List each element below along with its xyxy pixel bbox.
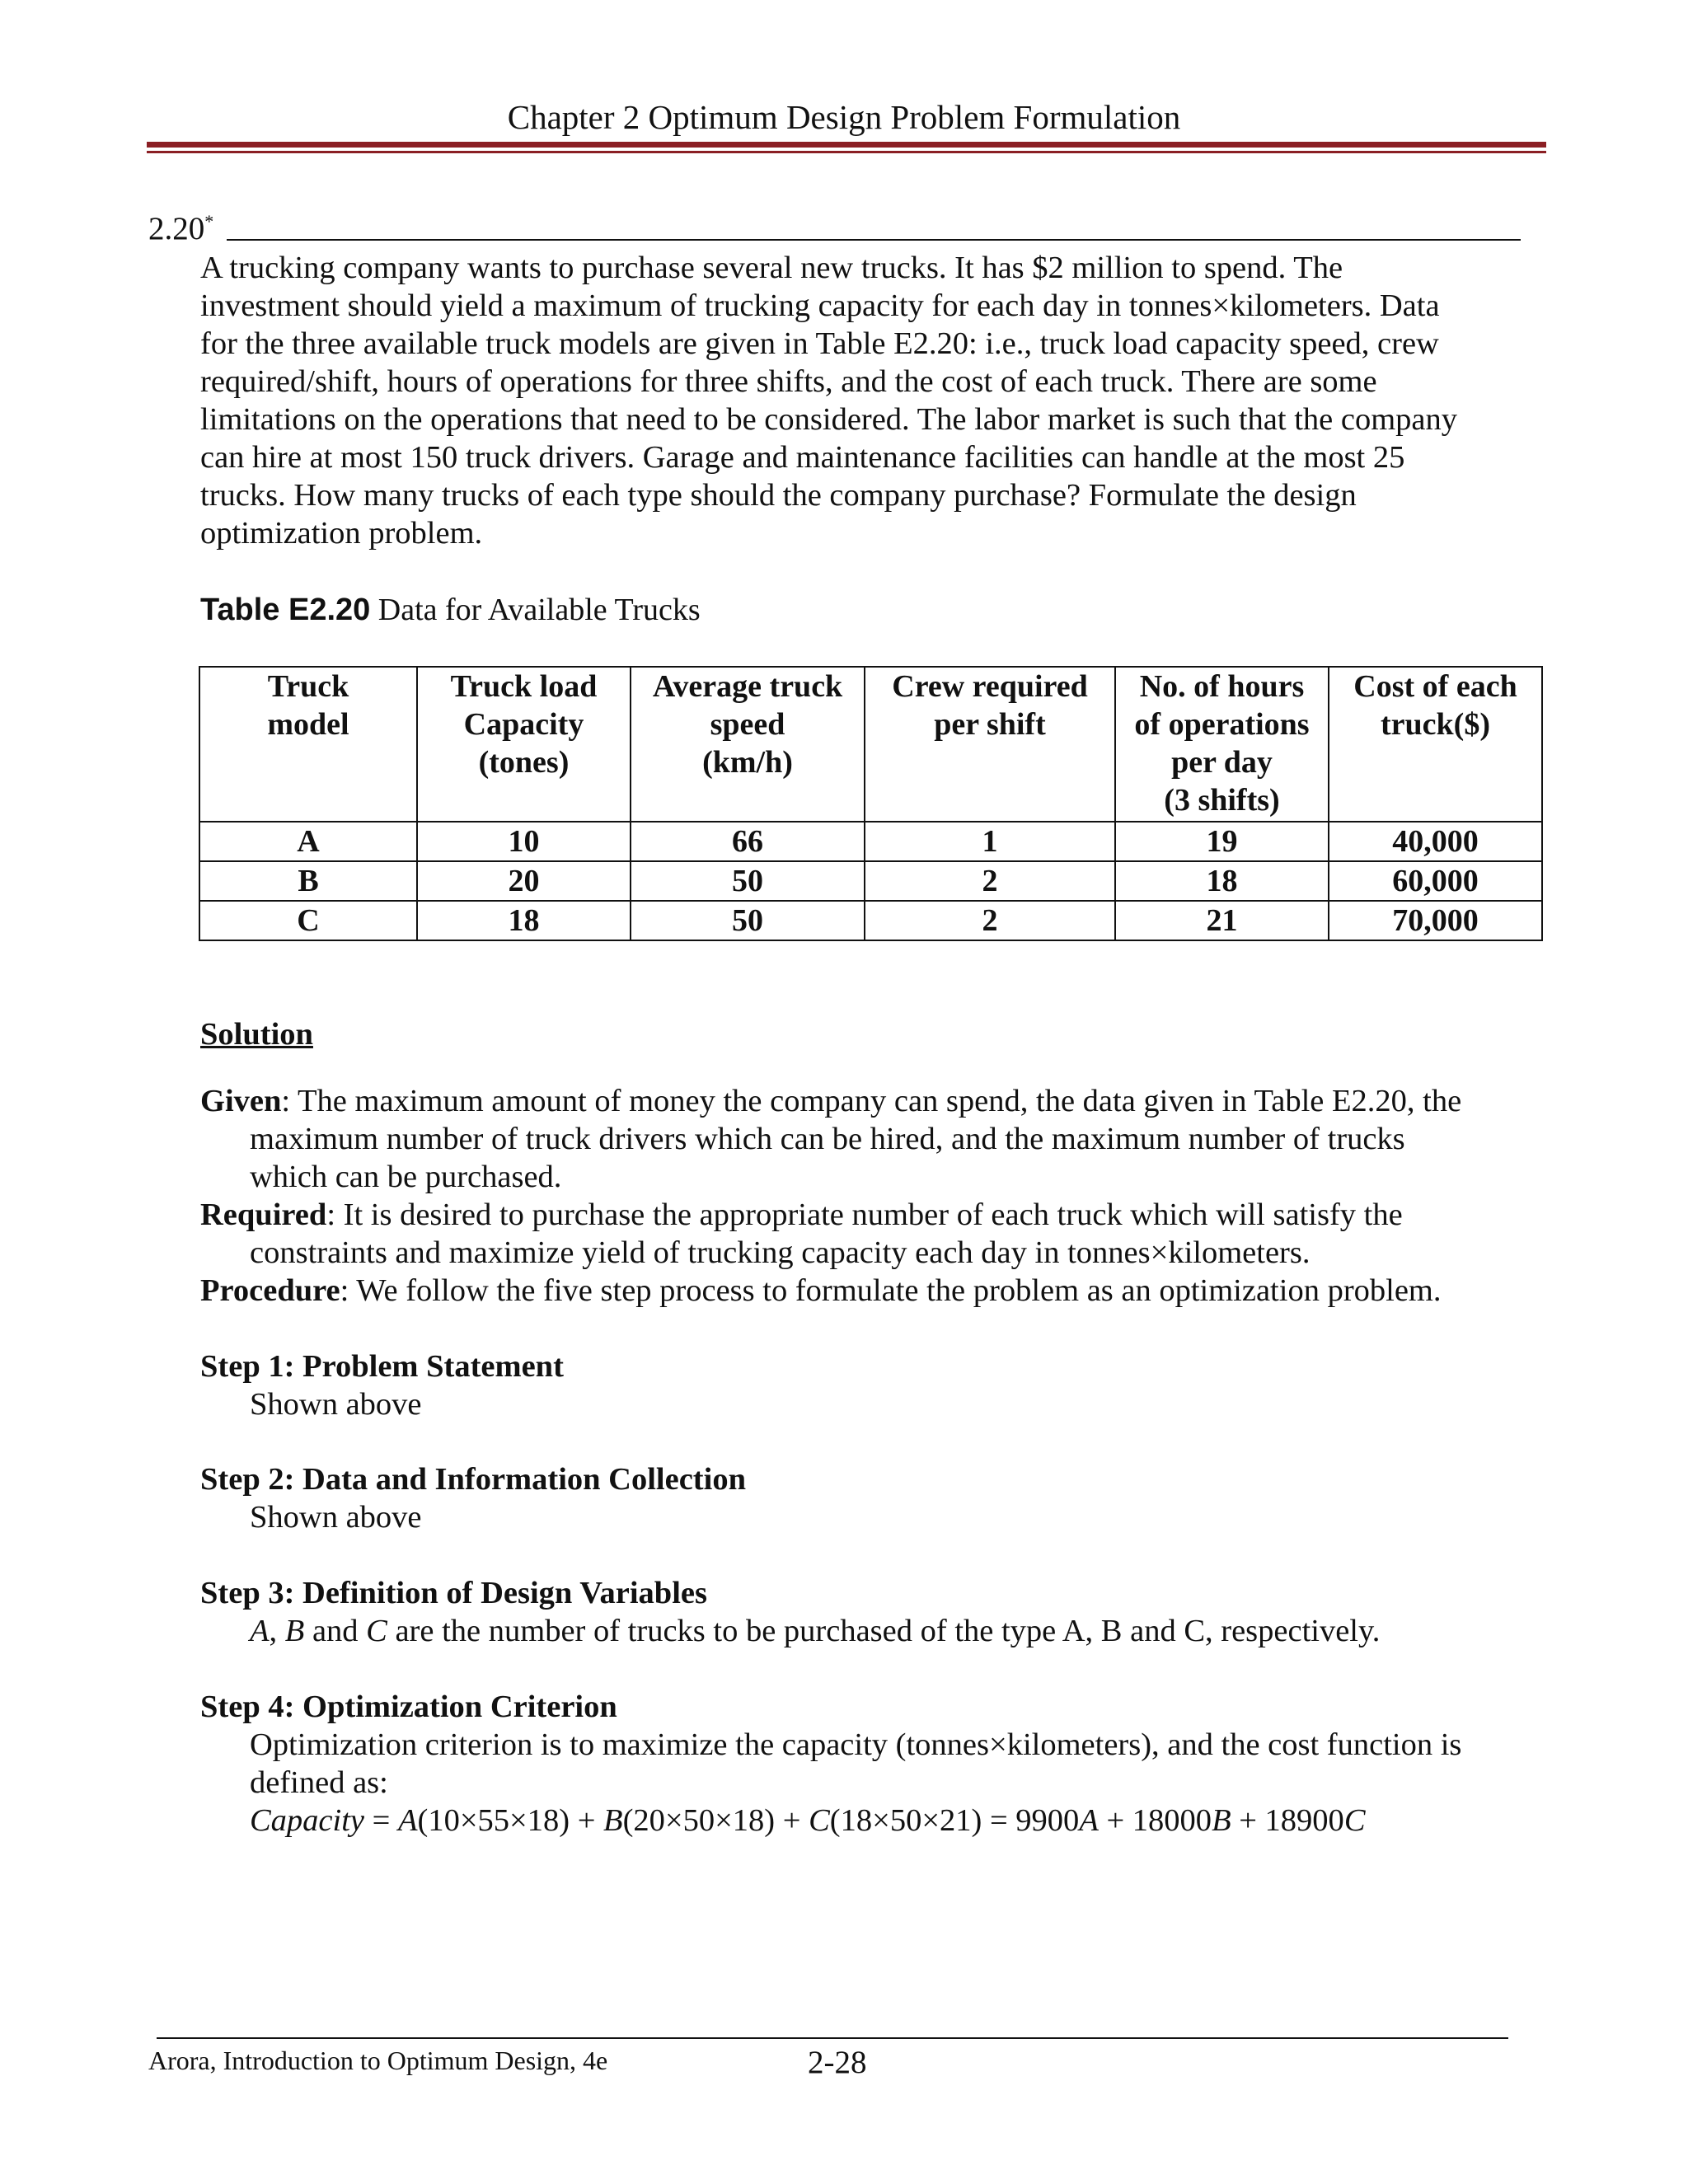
footer-source: Arora, Introduction to Optimum Design, 4e bbox=[148, 2046, 608, 2075]
required-text: constraints and maximize yield of trucking capacity each day in tonnes×kilometers. bbox=[250, 1235, 1311, 1270]
step4-block bbox=[200, 1688, 1552, 1840]
table-row bbox=[199, 861, 1542, 901]
table-cell: 19 bbox=[1115, 822, 1329, 861]
given-text: which can be purchased. bbox=[250, 1160, 562, 1194]
problem-number-text: 2.20 bbox=[148, 211, 205, 246]
problem-line: limitations on the operations that need to be considered. The labor market is such that the company bbox=[200, 402, 1457, 437]
step3-title: Step 3: Definition of Design Variables bbox=[200, 1576, 707, 1610]
step2-title: Step 2: Data and Information Collection bbox=[200, 1462, 746, 1497]
table-row bbox=[199, 822, 1542, 861]
problem-statement bbox=[200, 249, 1552, 552]
table-cell: 20 bbox=[417, 861, 631, 901]
required-text: : It is desired to purchase the appropriate number of each truck which will satisfy the bbox=[326, 1197, 1403, 1232]
table-cell: B bbox=[199, 861, 417, 901]
header-load-capacity: Truck load Capacity (tones) bbox=[417, 667, 631, 822]
table-caption-label: Table E2.20 bbox=[200, 593, 371, 627]
table-header-row bbox=[199, 667, 1542, 822]
header-cost: Cost of each truck($) bbox=[1329, 667, 1542, 822]
step2-text: Shown above bbox=[250, 1500, 422, 1535]
table-cell: 50 bbox=[631, 861, 865, 901]
table-cell: 2 bbox=[865, 861, 1115, 901]
table-cell: 40,000 bbox=[1329, 822, 1542, 861]
step3-text: A, B and C are the number of trucks to be purchased of the type A, B and C, respectively. bbox=[250, 1614, 1381, 1648]
problem-line: can hire at most 150 truck drivers. Garage and maintenance facilities can handle at the most 25 bbox=[200, 440, 1405, 475]
table-caption-text: Data for Available Trucks bbox=[377, 593, 701, 627]
given-text: maximum number of truck drivers which can be hired, and the maximum number of trucks bbox=[250, 1122, 1405, 1156]
table-cell: 2 bbox=[865, 901, 1115, 940]
step1-text: Shown above bbox=[250, 1387, 422, 1422]
problem-line: trucks. How many trucks of each type should the company purchase? Formulate the design bbox=[200, 478, 1357, 513]
given-text: : The maximum amount of money the company can spend, the data given in Table E2.20, the bbox=[281, 1084, 1462, 1118]
solution-heading: Solution bbox=[200, 1017, 313, 1052]
given-label: Given bbox=[200, 1084, 282, 1118]
header-rule bbox=[147, 142, 1546, 148]
procedure-text: : We follow the five step process to formulate the problem as an optimization problem. bbox=[340, 1273, 1442, 1308]
given-block bbox=[200, 1082, 1552, 1310]
problem-line: for the three available truck models are given in Table E2.20: i.e., truck load capacity speed, crew bbox=[200, 326, 1439, 361]
header-hours-operation: No. of hours of operations per day (3 shifts) bbox=[1115, 667, 1329, 822]
table-cell: A bbox=[199, 822, 417, 861]
step1-title: Step 1: Problem Statement bbox=[200, 1349, 564, 1384]
step2-block bbox=[200, 1460, 1552, 1536]
footer-rule bbox=[157, 2037, 1508, 2039]
header-rule-thin bbox=[147, 151, 1546, 153]
chapter-header: Chapter 2 Optimum Design Problem Formulation bbox=[507, 98, 1181, 136]
required-label: Required bbox=[200, 1197, 327, 1232]
table-cell: 21 bbox=[1115, 901, 1329, 940]
table-cell: 10 bbox=[417, 822, 631, 861]
problem-star: * bbox=[204, 211, 214, 232]
problem-line: investment should yield a maximum of trucking capacity for each day in tonnes×kilometers. Data bbox=[200, 288, 1440, 323]
table-cell: 18 bbox=[1115, 861, 1329, 901]
problem-line: A trucking company wants to purchase several new trucks. It has $2 million to spend. The bbox=[200, 251, 1343, 285]
step3-block bbox=[200, 1574, 1552, 1650]
table-cell: 18 bbox=[417, 901, 631, 940]
table-caption bbox=[200, 592, 701, 628]
procedure-label: Procedure bbox=[200, 1273, 340, 1308]
header-avg-speed: Average truck speed (km/h) bbox=[631, 667, 865, 822]
step1-block bbox=[200, 1347, 1552, 1423]
header-crew-required: Crew required per shift bbox=[865, 667, 1115, 822]
table-cell: 50 bbox=[631, 901, 865, 940]
step4-text: defined as: bbox=[250, 1765, 388, 1800]
truck-data-table bbox=[199, 666, 1543, 941]
problem-rule bbox=[227, 239, 1521, 241]
problem-line: required/shift, hours of operations for three shifts, and the cost of each truck. There are some bbox=[200, 364, 1377, 399]
header-truck-model: Truck model bbox=[199, 667, 417, 822]
problem-line: optimization problem. bbox=[200, 516, 483, 551]
table-cell: C bbox=[199, 901, 417, 940]
table-row bbox=[199, 901, 1542, 940]
step4-title: Step 4: Optimization Criterion bbox=[200, 1690, 617, 1724]
table-cell: 1 bbox=[865, 822, 1115, 861]
page-number: 2-28 bbox=[808, 2045, 867, 2080]
table-cell: 60,000 bbox=[1329, 861, 1542, 901]
table-cell: 66 bbox=[631, 822, 865, 861]
table-cell: 70,000 bbox=[1329, 901, 1542, 940]
problem-number bbox=[148, 210, 213, 247]
step4-text: Optimization criterion is to maximize the capacity (tonnes×kilometers), and the cost function is bbox=[250, 1727, 1462, 1762]
capacity-equation: Capacity = A(10×55×18) + B(20×50×18) + C(18×50×21) = 9900A + 18000B + 18900C bbox=[250, 1803, 1366, 1838]
